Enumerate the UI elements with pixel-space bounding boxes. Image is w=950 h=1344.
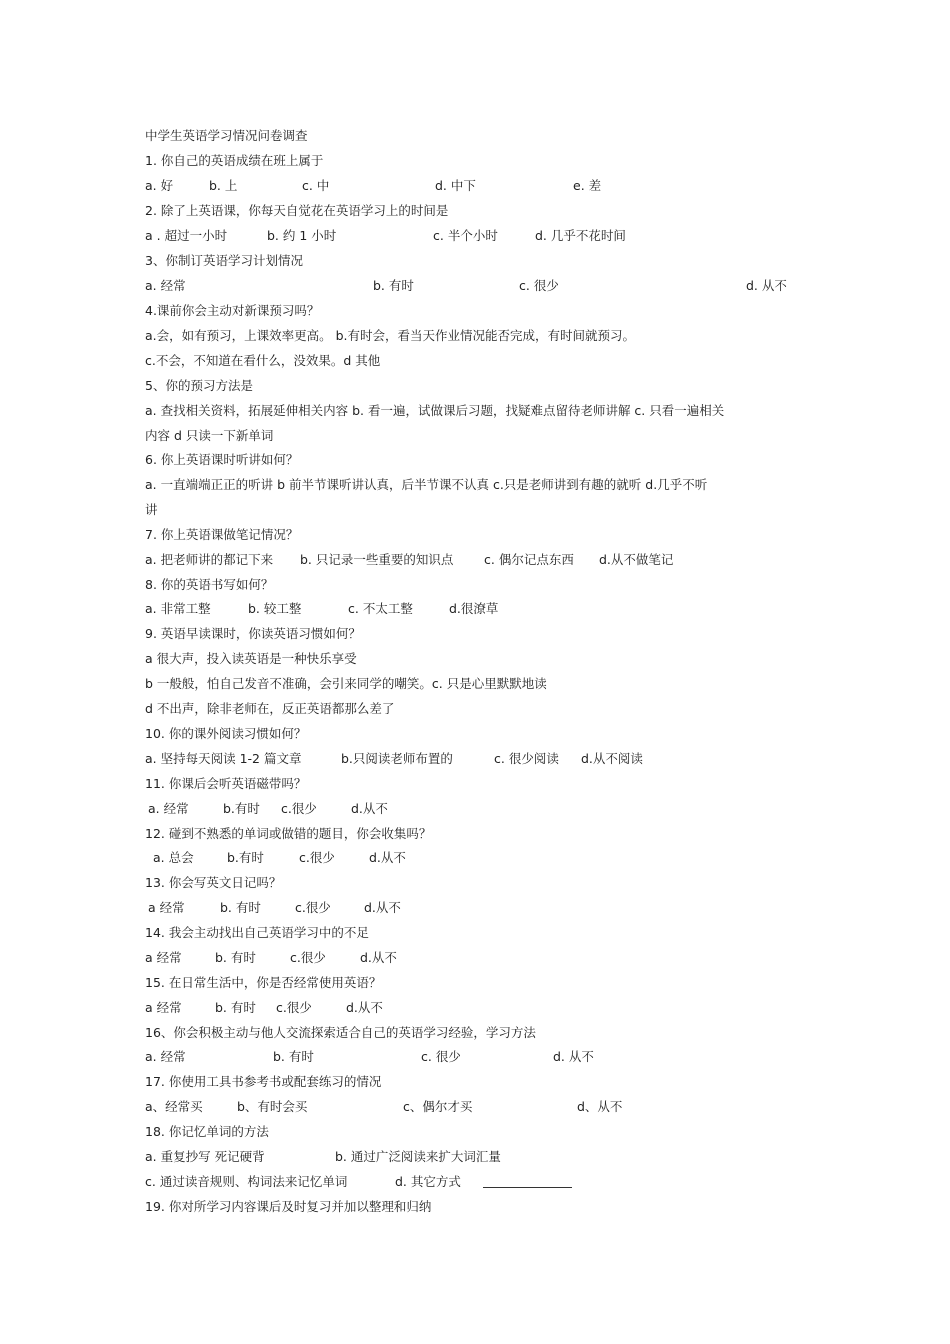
- question-6: 6. 你上英语课时听讲如何？: [145, 452, 299, 467]
- option: a. 经常: [148, 801, 189, 816]
- option: d. 其它方式: [395, 1174, 461, 1189]
- question-10: 10. 你的课外阅读习惯如何？: [145, 726, 307, 741]
- question-4: 4.课前你会主动对新课预习吗？: [145, 303, 320, 318]
- option-line: a.会，如有预习，上课效率更高。 b.有时会，看当天作业情况能否完成，有时间就预习。: [145, 328, 636, 343]
- option: b. 有时: [273, 1049, 314, 1064]
- option: c、偶尔才买: [403, 1099, 473, 1114]
- option: b. 有时: [215, 1000, 256, 1015]
- option: b. 约 1 小时: [267, 228, 337, 243]
- option: c.很少: [299, 850, 335, 865]
- question-16: 16、你会积极主动与他人交流探索适合自己的英语学习经验，学习方法: [145, 1025, 536, 1040]
- option: a. 坚持每天阅读 1-2 篇文章: [145, 751, 302, 766]
- option: b、有时会买: [237, 1099, 308, 1114]
- answer-blank-line: [483, 1187, 572, 1188]
- option: a. 总会: [153, 850, 194, 865]
- option: a. 把老师讲的都记下来: [145, 552, 274, 567]
- question-17: 17. 你使用工具书参考书或配套练习的情况: [145, 1074, 382, 1089]
- question-5: 5、你的预习方法是: [145, 378, 253, 393]
- option: d.从不: [364, 900, 401, 915]
- option-line: c.不会，不知道在看什么，没效果。d 其他: [145, 353, 381, 368]
- option: c. 半个小时: [433, 228, 498, 243]
- option: d.从不做笔记: [599, 552, 674, 567]
- option: c. 偶尔记点东西: [484, 552, 574, 567]
- option: c.很少: [290, 950, 326, 965]
- option: d.从不: [360, 950, 397, 965]
- option-line: a. 一直端端正正的听讲 b 前半节课听讲认真，后半节课不认真 c.只是老师讲到有趣的就听 d.几乎不听: [145, 477, 708, 492]
- option: b. 上: [209, 178, 238, 193]
- question-3: 3、你制订英语学习计划情况: [145, 253, 303, 268]
- option: c. 通过读音规则、构词法来记忆单词: [145, 1174, 348, 1189]
- option: a. 非常工整: [145, 601, 211, 616]
- option: d. 从不: [553, 1049, 594, 1064]
- question-9: 9. 英语早读课时，你读英语习惯如何？: [145, 626, 361, 641]
- option: d. 几乎不花时间: [535, 228, 626, 243]
- option-line: a. 查找相关资料，拓展延伸相关内容 b. 看一遍，试做课后习题，找疑难点留待老师讲解 c. 只看一遍相关: [145, 403, 725, 418]
- option: b.有时: [227, 850, 264, 865]
- option: b. 只记录一些重要的知识点: [300, 552, 454, 567]
- option: d.很潦草: [449, 601, 499, 616]
- option: d. 从不: [746, 278, 787, 293]
- option-line: a 很大声，投入读英语是一种快乐享受: [145, 651, 357, 666]
- option: c.很少: [276, 1000, 312, 1015]
- option: a. 重复抄写 死记硬背: [145, 1149, 265, 1164]
- option: d.从不: [351, 801, 388, 816]
- option: a 经常: [145, 950, 182, 965]
- option: a 经常: [148, 900, 185, 915]
- option: b.有时: [223, 801, 260, 816]
- question-1: 1. 你自己的英语成绩在班上属于: [145, 153, 324, 168]
- option: d、从不: [577, 1099, 623, 1114]
- option: c. 中: [302, 178, 330, 193]
- question-19: 19. 你对所学习内容课后及时复习并加以整理和归纳: [145, 1199, 432, 1214]
- option-line: d 不出声，除非老师在，反正英语都那么差了: [145, 701, 395, 716]
- option: c. 很少: [519, 278, 559, 293]
- option: a. 经常: [145, 1049, 186, 1064]
- document-title: 中学生英语学习情况问卷调查: [145, 128, 308, 143]
- question-12: 12. 碰到不熟悉的单词或做错的题目，你会收集吗？: [145, 826, 432, 841]
- option: a . 超过一小时: [145, 228, 228, 243]
- question-14: 14. 我会主动找出自己英语学习中的不足: [145, 925, 369, 940]
- option-line: b 一般般，怕自己发音不准确，会引来同学的嘲笑。c. 只是心里默默地读: [145, 676, 547, 691]
- option-line: 讲: [145, 502, 158, 517]
- option: c. 很少: [421, 1049, 461, 1064]
- option: a 经常: [145, 1000, 182, 1015]
- question-2: 2. 除了上英语课，你每天自觉花在英语学习上的时间是: [145, 203, 449, 218]
- option: c.很少: [281, 801, 317, 816]
- option: c. 很少阅读: [494, 751, 559, 766]
- option: c. 不太工整: [348, 601, 413, 616]
- question-8: 8. 你的英语书写如何？: [145, 577, 274, 592]
- question-13: 13. 你会写英文日记吗？: [145, 875, 282, 890]
- option: b. 通过广泛阅读来扩大词汇量: [335, 1149, 501, 1164]
- option: c.很少: [295, 900, 331, 915]
- question-18: 18. 你记忆单词的方法: [145, 1124, 269, 1139]
- option: d.从不阅读: [581, 751, 643, 766]
- option: b. 有时: [220, 900, 261, 915]
- option-line: 内容 d 只读一下新单词: [145, 428, 274, 443]
- option: e. 差: [573, 178, 602, 193]
- option: b. 有时: [373, 278, 414, 293]
- option: d.从不: [369, 850, 406, 865]
- option: b. 有时: [215, 950, 256, 965]
- option: a、经常买: [145, 1099, 203, 1114]
- question-7: 7. 你上英语课做笔记情况？: [145, 527, 299, 542]
- option: a. 好: [145, 178, 174, 193]
- question-11: 11. 你课后会听英语磁带吗？: [145, 776, 307, 791]
- option: d.从不: [346, 1000, 383, 1015]
- option: b.只阅读老师布置的: [341, 751, 453, 766]
- option: d. 中下: [435, 178, 476, 193]
- option: a. 经常: [145, 278, 186, 293]
- question-15: 15. 在日常生活中，你是否经常使用英语？: [145, 975, 382, 990]
- option: b. 较工整: [248, 601, 302, 616]
